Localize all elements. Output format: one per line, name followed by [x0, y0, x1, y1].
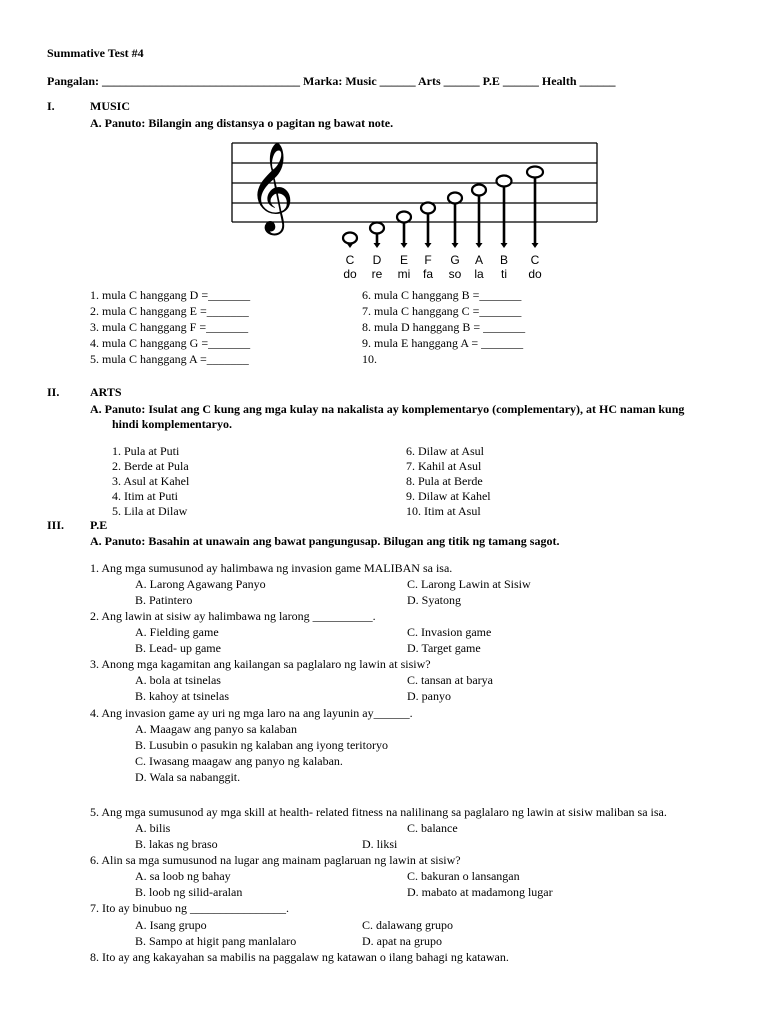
choice-7c: C. dalawang grupo [362, 918, 453, 932]
arts-item: 7. Kahil at Asul [406, 459, 482, 473]
arts-instruction: A. Panuto: Isulat ang C kung ang mga kulay na nakalista ay komplementaryo (complementary), at HC naman kung [90, 402, 685, 416]
music-item: 5. mula C hanggang A =_______ [90, 352, 249, 366]
music-item: 7. mula C hanggang C =_______ [362, 304, 522, 318]
note-head [527, 167, 543, 178]
note-letter-label: E [399, 253, 409, 267]
arts-items-left [112, 444, 189, 519]
music-item: 4. mula C hanggang G =_______ [90, 336, 251, 350]
music-items-left [90, 288, 250, 367]
question-3: 3. Anong mga kagamitan ang kailangan sa paglalaro ng lawin at sisiw? [90, 657, 431, 671]
section-heading-music: MUSIC [90, 99, 131, 113]
choice-3c: C. tansan at barya [407, 673, 493, 687]
question-5: 5. Ang mga sumusunod ay mga skill at health- related fitness na nalilinang sa paglalaro ng lawin at sisiw maliban sa isa. [90, 805, 667, 819]
question-6: 6. Alin sa mga sumusunod na lugar ang mainam paglaruan ng lawin at sisiw? [90, 853, 461, 867]
music-items-right [362, 288, 525, 367]
choice-2c: C. Invasion game [407, 625, 492, 639]
section-number-pe: III. [47, 518, 65, 532]
solfege-label: so [448, 267, 462, 281]
name-score-line: Pangalan: _________________________________ Marka: Music ______ Arts ______ P.E ______ Health ______ [47, 74, 616, 88]
note-letter-label: A [474, 253, 484, 267]
arts-item: 9. Dilaw at Kahel [406, 489, 491, 503]
music-item: 1. mula C hanggang D =_______ [90, 288, 251, 302]
arts-item: 10. Itim at Asul [406, 504, 481, 518]
arrow-tip-icon [401, 243, 408, 248]
arrow-tip-icon [374, 243, 381, 248]
arrow-tip-icon [425, 243, 432, 248]
question-4: 4. Ang invasion game ay uri ng mga laro na ang layunin ay______. [90, 706, 413, 720]
choice-3a: A. bola at tsinelas [135, 673, 221, 687]
choice-2b: B. Lead- up game [135, 641, 221, 655]
choice-5a: A. bilis [135, 821, 171, 835]
section-heading-pe: P.E [90, 518, 108, 532]
section-number-music: I. [47, 99, 55, 113]
arts-item: 4. Itim at Puti [112, 489, 178, 503]
solfege-label: mi [397, 267, 411, 281]
note-letter-label: C [530, 253, 540, 267]
music-instruction: A. Panuto: Bilangin ang distansya o pagitan ng bawat note. [90, 116, 394, 130]
choice-7a: A. Isang grupo [135, 918, 207, 932]
solfege-label: do [528, 267, 542, 281]
arts-item: 6. Dilaw at Asul [406, 444, 484, 458]
music-item: 9. mula E hanggang A = _______ [362, 336, 524, 350]
choice-6d: D. mabato at madamong lugar [407, 885, 553, 899]
note-letter-label: C [345, 253, 355, 267]
music-item: 3. mula C hanggang F =_______ [90, 320, 249, 334]
choice-7d: D. apat na grupo [362, 934, 442, 948]
arrow-tip-icon [501, 243, 508, 248]
music-item: 8. mula D hanggang B = _______ [362, 320, 526, 334]
arts-item: 2. Berde at Pula [112, 459, 189, 473]
section-heading-arts: ARTS [90, 385, 122, 399]
choice-5c: C. balance [407, 821, 458, 835]
choice-1c: C. Larong Lawin at Sisiw [407, 577, 531, 591]
solfege-label: fa [422, 267, 434, 281]
choice-5d: D. liksi [362, 837, 398, 851]
solfege-label: re [371, 267, 383, 281]
arts-item: 3. Asul at Kahel [112, 474, 190, 488]
choice-3b: B. kahoy at tsinelas [135, 689, 229, 703]
choice-2d: D. Target game [407, 641, 481, 655]
choice-5b: B. lakas ng braso [135, 837, 218, 851]
choice-4b: B. Lusubin o pasukin ng kalaban ang iyong teritoryo [135, 738, 388, 752]
note-letter-label: B [499, 253, 509, 267]
note-head [397, 212, 411, 223]
note-head [472, 185, 486, 196]
question-1: 1. Ang mga sumusunod ay halimbawa ng invasion game MALIBAN sa isa. [90, 561, 453, 575]
arts-item: 5. Lila at Dilaw [112, 504, 188, 518]
arts-item: 1. Pula at Puti [112, 444, 180, 458]
arts-item: 8. Pula at Berde [406, 474, 483, 488]
note-group [343, 167, 543, 249]
note-letter-label: D [372, 253, 382, 267]
note-letter-label: F [424, 253, 432, 267]
treble-clef-icon: 𝄞 [248, 142, 295, 232]
choice-3d: D. panyo [407, 689, 451, 703]
arts-instruction-cont: hindi komplementaryo. [112, 417, 233, 431]
choice-6a: A. sa loob ng bahay [135, 869, 231, 883]
arrow-tip-icon [532, 243, 539, 248]
music-item: 10. [362, 352, 377, 366]
choice-1a: A. Larong Agawang Panyo [135, 577, 266, 591]
solfege-label: la [474, 267, 484, 281]
choice-1d: D. Syatong [407, 593, 461, 607]
choice-1b: B. Patintero [135, 593, 193, 607]
arrow-tip-icon [476, 243, 483, 248]
note-head [448, 193, 462, 204]
music-staff-figure [0, 0, 768, 290]
note-head [497, 176, 512, 187]
choice-4c: C. Iwasang maagaw ang panyo ng kalaban. [135, 754, 343, 768]
choice-6c: C. bakuran o lansangan [407, 869, 520, 883]
choice-4a: A. Maagaw ang panyo sa kalaban [135, 722, 297, 736]
note-head [370, 223, 384, 234]
solfege-label: do [343, 267, 357, 281]
choice-2a: A. Fielding game [135, 625, 219, 639]
choice-4d: D. Wala sa nabanggit. [135, 770, 241, 784]
arrow-tip-icon [347, 243, 354, 248]
note-head [343, 233, 357, 244]
note-head [421, 203, 435, 214]
note-letter-label: G [450, 253, 460, 267]
test-title: Summative Test #4 [47, 46, 144, 60]
pe-instruction: A. Panuto: Basahin at unawain ang bawat pangungusap. Bilugan ang titik ng tamang sagot. [90, 534, 560, 548]
music-item: 6. mula C hanggang B =_______ [362, 288, 522, 302]
question-2: 2. Ang lawin at sisiw ay halimbawa ng larong __________. [90, 609, 376, 623]
choice-7b: B. Sampo at higit pang manlalaro [135, 934, 297, 948]
arrow-tip-icon [452, 243, 459, 248]
section-number-arts: II. [47, 385, 60, 399]
question-7: 7. Ito ay binubuo ng ________________. [90, 901, 289, 915]
question-8: 8. Ito ay ang kakayahan sa mabilis na paggalaw ng katawan o ilang bahagi ng katawan. [90, 950, 509, 964]
choice-6b: B. loob ng silid-aralan [135, 885, 243, 899]
solfege-label: ti [501, 267, 507, 281]
arts-items-right [406, 444, 491, 519]
music-item: 2. mula C hanggang E =_______ [90, 304, 249, 318]
